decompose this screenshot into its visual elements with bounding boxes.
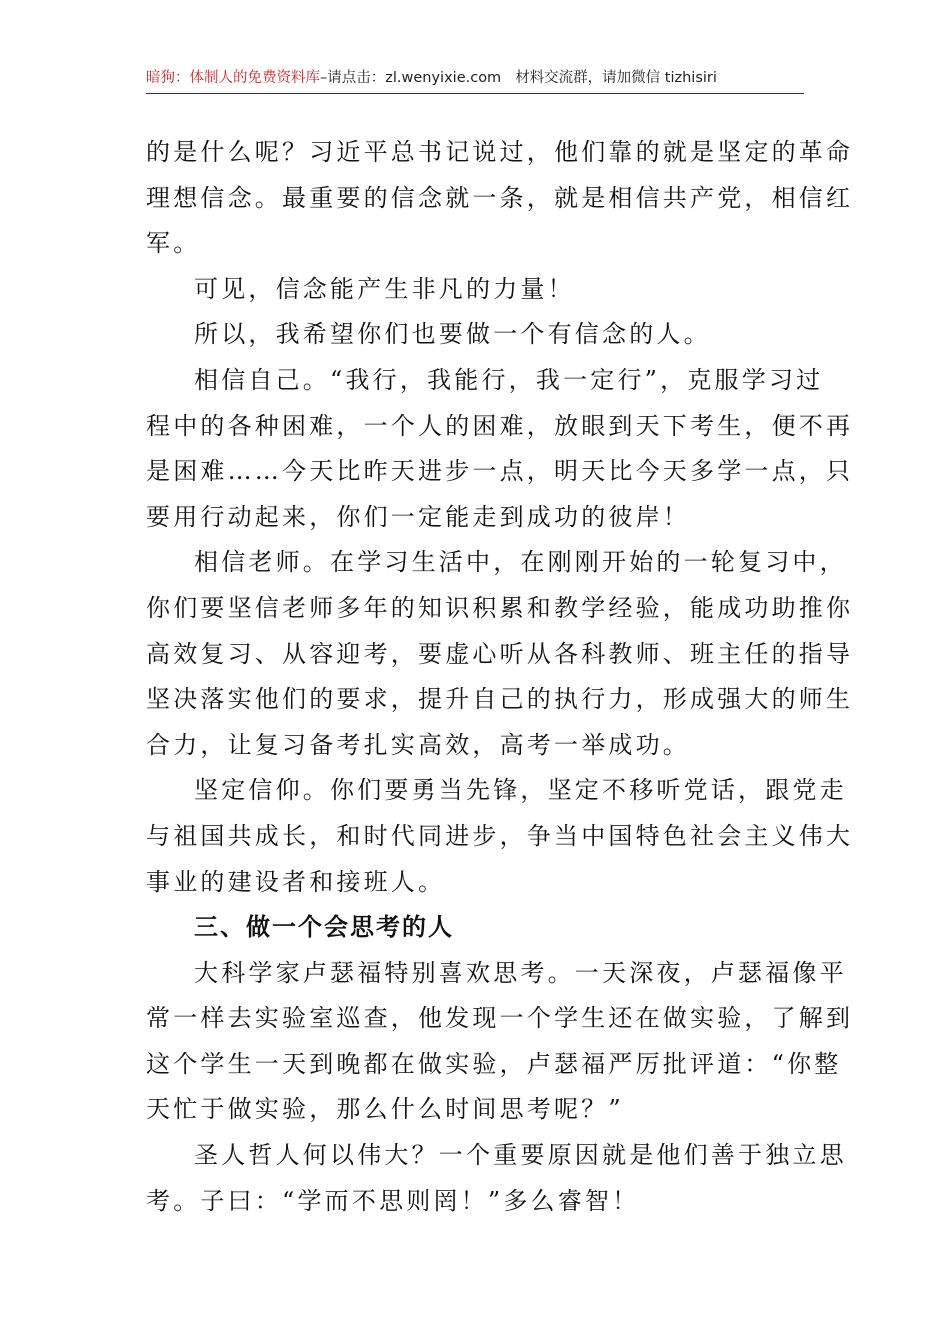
text-line: 你们要坚信老师多年的知识积累和教学经验，能成功助推你 [146, 593, 854, 622]
text-line: 是困难……今天比昨天进步一点，明天比今天多学一点，只 [146, 457, 854, 486]
header-url-link[interactable]: zl.wenyixie.com [385, 70, 502, 86]
text-line: 所以，我希望你们也要做一个有信念的人。 [194, 320, 711, 349]
text-line: 坚定信仰。你们要勇当先锋，坚定不移听党话，跟党走 [194, 776, 847, 805]
text-line: 程中的各种困难，一个人的困难，放眼到天下考生，便不再 [146, 411, 854, 440]
section-heading: 三、做一个会思考的人 [194, 913, 454, 942]
header-click-prefix: –请点击： [320, 70, 386, 86]
text-line: 考。子曰：“学而不思则罔！”多么睿智！ [146, 1186, 640, 1215]
text-line: 要用行动起来，你们一定能走到成功的彼岸！ [146, 502, 690, 531]
text-line: 圣人哲人何以伟大？一个重要原因就是他们善于独立思 [194, 1141, 847, 1170]
text-line: 这个学生一天到晚都在做实验，卢瑟福严厉批评道：“你整 [146, 1049, 842, 1078]
text-line: 理想信念。最重要的信念就一条，就是相信共产党，相信红 [146, 183, 854, 212]
header-brand: 暗狗：体制人的免费资料库 [146, 70, 320, 86]
text-line: 事业的建设者和接班人。 [146, 867, 446, 896]
document-body [146, 130, 854, 1224]
text-line: 合力，让复习备考扎实高效，高考一举成功。 [146, 730, 690, 759]
text-line: 大科学家卢瑟福特别喜欢思考。一天深夜，卢瑟福像平 [194, 958, 847, 987]
text-line: 军。 [146, 229, 201, 258]
text-line: 高效复习、从容迎考，要虚心听从各科教师、班主任的指导 [146, 639, 854, 668]
text-line: 相信自己。“我行，我能行，我一定行”，克服学习过 [194, 365, 824, 394]
page-header [146, 66, 804, 94]
text-line: 的是什么呢？习近平总书记说过，他们靠的就是坚定的革命 [146, 138, 854, 166]
text-line: 与祖国共成长，和时代同进步，争当中国特色社会主义伟大 [146, 821, 854, 850]
text-line: 常一样去实验室巡查，他发现一个学生还在做实验，了解到 [146, 1004, 854, 1033]
header-contact: 材料交流群，请加微信 tizhisiri [515, 70, 717, 86]
text-line: 坚决落实他们的要求，提升自己的执行力，形成强大的师生 [146, 685, 854, 714]
text-line: 天忙于做实验，那么什么时间思考呢？” [146, 1095, 624, 1124]
text-line: 相信老师。在学习生活中，在刚刚开始的一轮复习中， [194, 548, 847, 577]
text-line: 可见，信念能产生非凡的力量！ [194, 274, 575, 303]
